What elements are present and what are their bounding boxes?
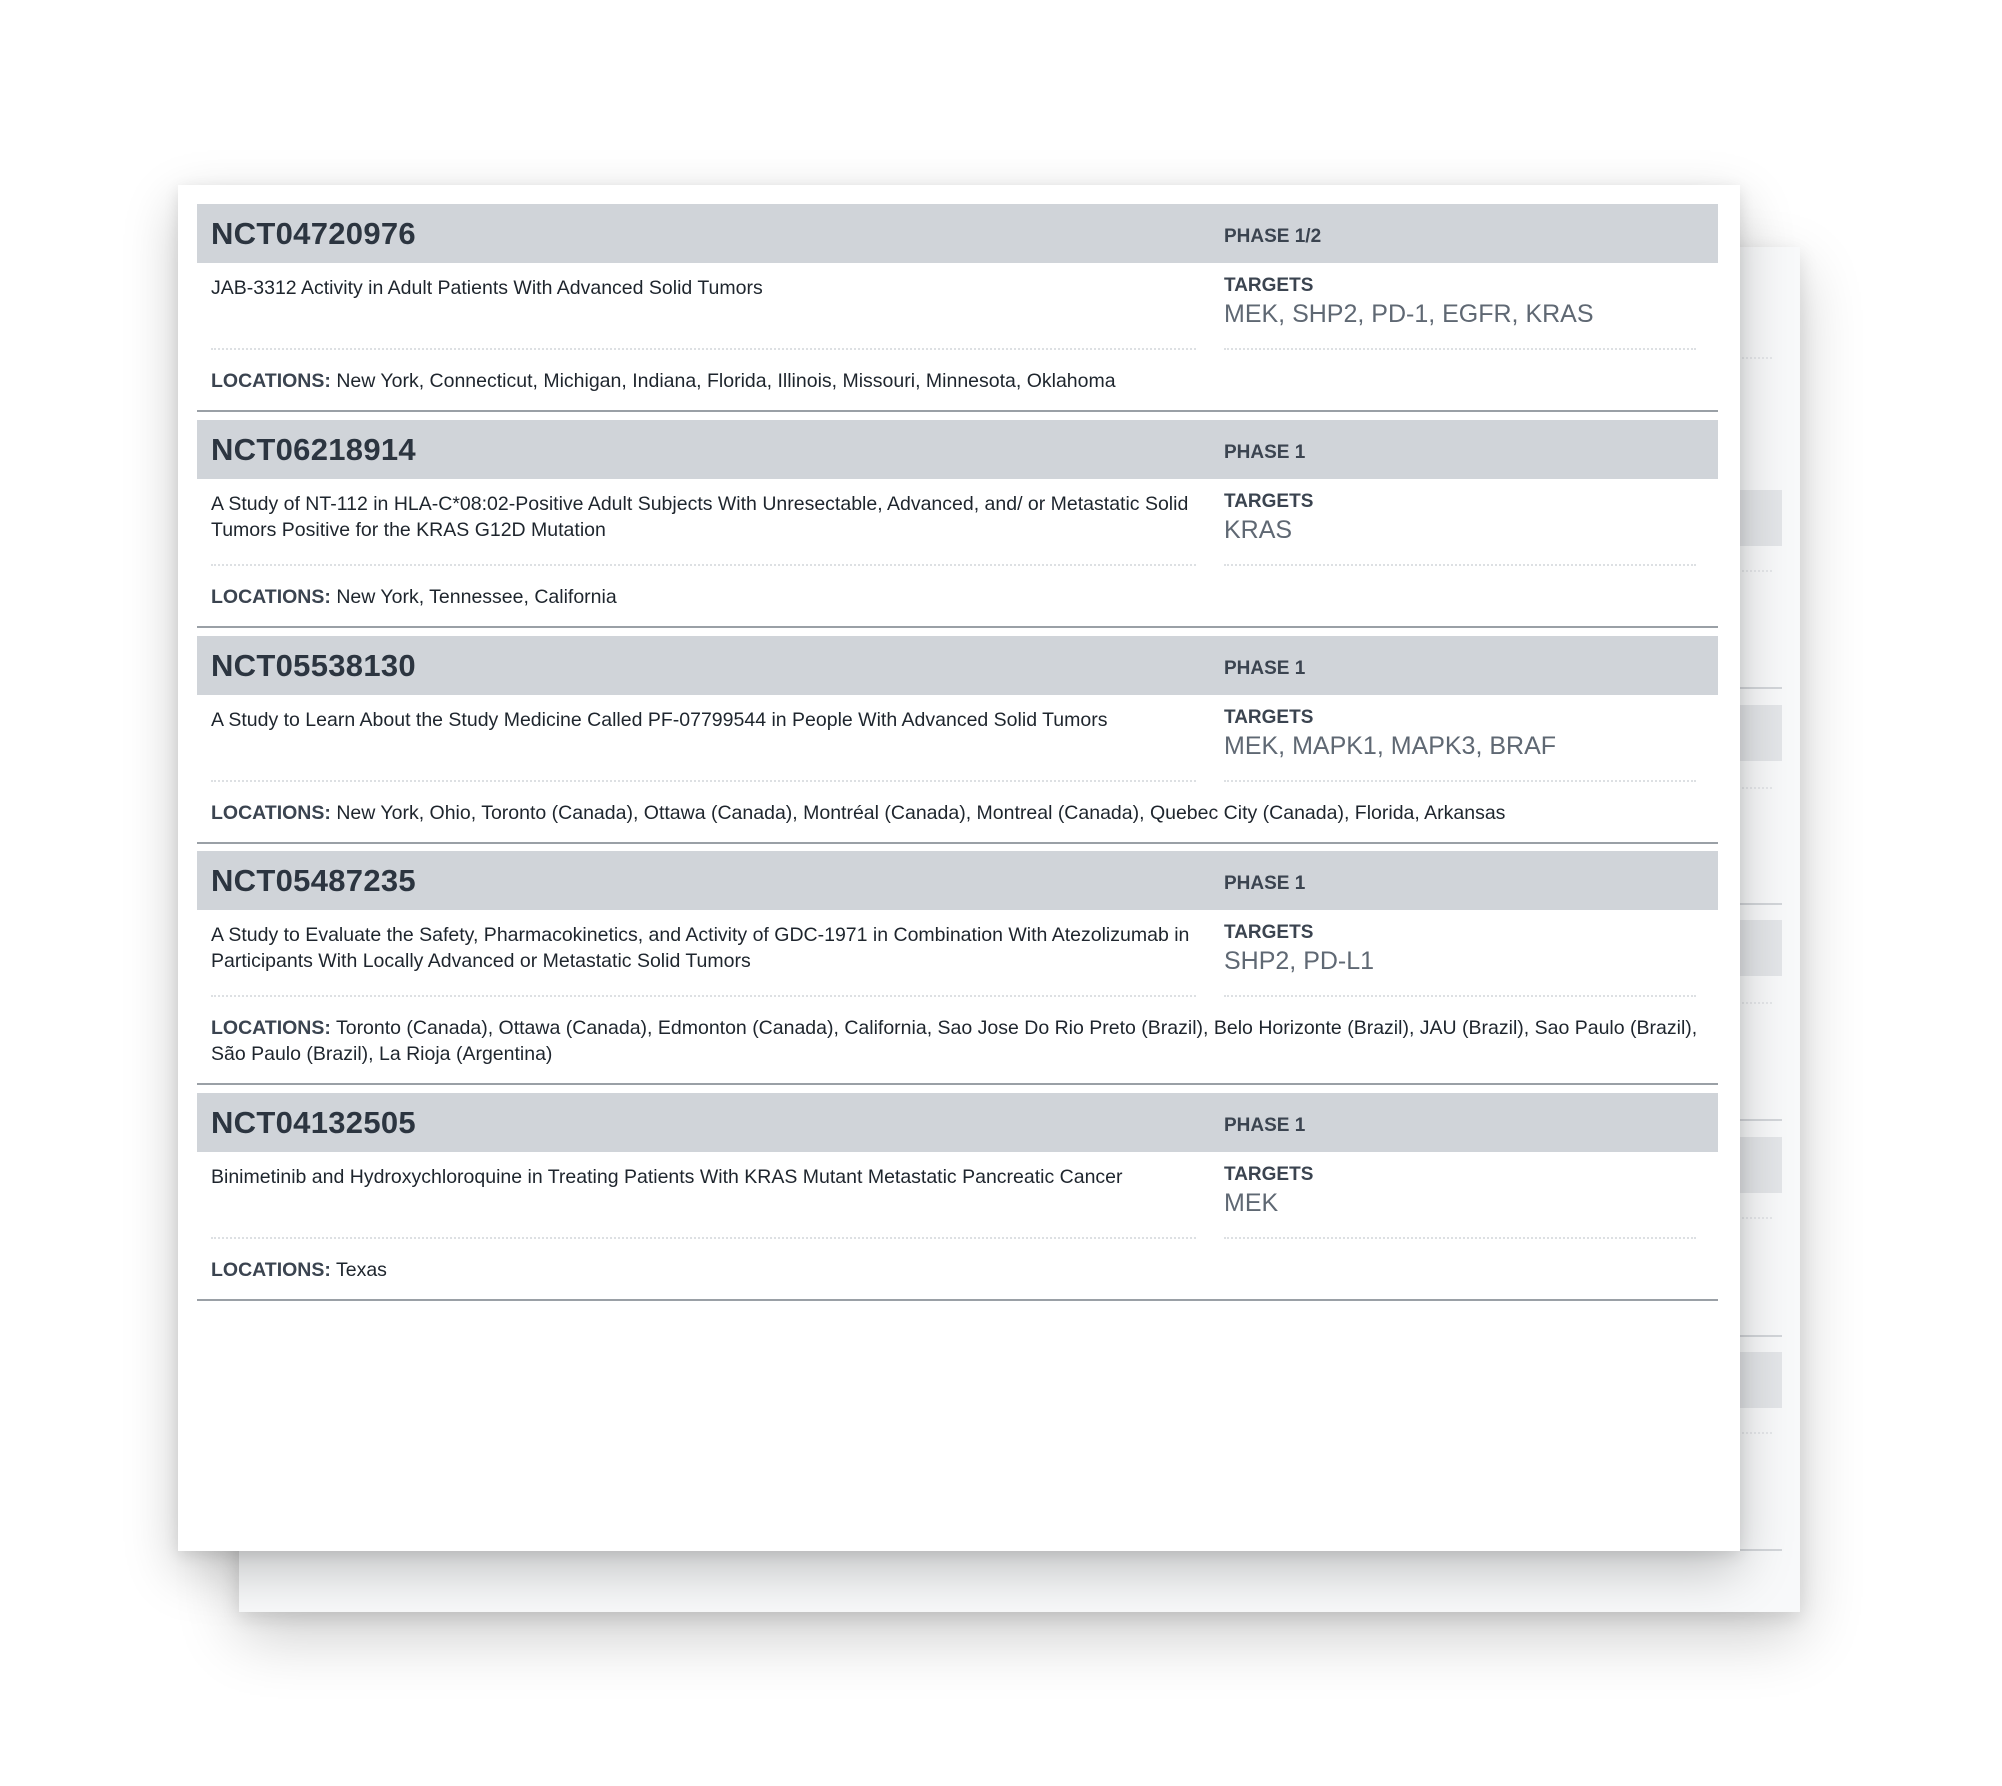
- targets-value: KRAS: [1224, 516, 1293, 544]
- trial-id: NCT05538130: [211, 648, 416, 683]
- trial-id: NCT06218914: [211, 432, 416, 467]
- trial-card: [197, 204, 1718, 412]
- targets-label: TARGETS: [1224, 491, 1314, 512]
- trial-locations: [211, 368, 1706, 394]
- trial-list-page: [178, 185, 1740, 1551]
- dotted-divider: [1224, 564, 1696, 566]
- trial-title: A Study of NT-112 in HLA-C*08:02-Positive Adult Subjects With Unresectable, Advanced, and/ or Metastatic Solid Tumors Positive for the KRAS G12D Mutation: [211, 493, 1189, 541]
- trial-header: [197, 636, 1718, 695]
- trial-card: [197, 636, 1718, 844]
- locations-value: New York, Ohio, Toronto (Canada), Ottawa (Canada), Montréal (Canada), Montreal (Canada), Quebec City (Canada), Florida, Arkansas: [336, 802, 1506, 824]
- targets-value: MEK, MAPK1, MAPK3, BRAF: [1224, 732, 1557, 760]
- targets-value: SHP2, PD-L1: [1224, 947, 1375, 975]
- trial-phase: PHASE 1: [1224, 442, 1306, 463]
- trial-card: [197, 1093, 1718, 1301]
- locations-label: LOCATIONS:: [211, 1259, 331, 1281]
- locations-label: LOCATIONS:: [211, 1017, 331, 1039]
- trial-header: [197, 420, 1718, 479]
- locations-label: LOCATIONS:: [211, 370, 331, 392]
- trial-title: JAB-3312 Activity in Adult Patients With Advanced Solid Tumors: [211, 277, 763, 299]
- targets-value: MEK: [1224, 1189, 1279, 1217]
- dotted-divider: [211, 564, 1196, 566]
- dotted-divider: [1224, 995, 1696, 997]
- locations-value: Toronto (Canada), Ottawa (Canada), Edmonton (Canada), California, Sao Jose Do Rio Preto (Brazil), Belo Horizonte (Brazil), JAU (Brazil), Sao Paulo (Brazil), São Paulo (Brazil), La Rioja (Argentina): [211, 1017, 1698, 1065]
- dotted-divider: [211, 780, 1196, 782]
- dotted-divider: [1224, 348, 1696, 350]
- targets-label: TARGETS: [1224, 1164, 1314, 1185]
- trial-phase: PHASE 1: [1224, 658, 1306, 679]
- dotted-divider: [1224, 780, 1696, 782]
- locations-label: LOCATIONS:: [211, 586, 331, 608]
- locations-value: Texas: [335, 1259, 387, 1281]
- locations-value: New York, Connecticut, Michigan, Indiana, Florida, Illinois, Missouri, Minnesota, Oklahoma: [336, 370, 1116, 392]
- trial-header: [197, 204, 1718, 263]
- trial-id: NCT05487235: [211, 863, 416, 898]
- targets-label: TARGETS: [1224, 922, 1314, 943]
- targets-label: TARGETS: [1224, 275, 1314, 296]
- targets-label: TARGETS: [1224, 707, 1314, 728]
- trial-header: [197, 1093, 1718, 1152]
- locations-label: LOCATIONS:: [211, 802, 331, 824]
- dotted-divider: [211, 995, 1196, 997]
- locations-value: New York, Tennessee, California: [336, 586, 617, 608]
- trial-id: NCT04720976: [211, 216, 416, 251]
- trial-title: Binimetinib and Hydroxychloroquine in Treating Patients With KRAS Mutant Metastatic Pancreatic Cancer: [211, 1166, 1123, 1188]
- dotted-divider: [211, 1237, 1196, 1239]
- trial-header: [197, 851, 1718, 910]
- trial-card: [197, 420, 1718, 628]
- trial-title: A Study to Evaluate the Safety, Pharmacokinetics, and Activity of GDC-1971 in Combination With Atezolizumab in Participants With Locally Advanced or Metastatic Solid Tumors: [211, 924, 1190, 972]
- trial-card: [197, 851, 1718, 1085]
- trial-locations: [211, 1257, 1706, 1283]
- dotted-divider: [211, 348, 1196, 350]
- trial-phase: PHASE 1: [1224, 1115, 1306, 1136]
- trial-title: A Study to Learn About the Study Medicine Called PF-07799544 in People With Advanced Solid Tumors: [211, 709, 1108, 731]
- trial-locations: [211, 1015, 1706, 1067]
- dotted-divider: [1224, 1237, 1696, 1239]
- trial-phase: PHASE 1: [1224, 873, 1306, 894]
- trial-locations: [211, 584, 1706, 610]
- trial-phase: PHASE 1/2: [1224, 226, 1322, 247]
- trial-locations: [211, 800, 1706, 826]
- trial-id: NCT04132505: [211, 1105, 416, 1140]
- targets-value: MEK, SHP2, PD-1, EGFR, KRAS: [1224, 300, 1594, 328]
